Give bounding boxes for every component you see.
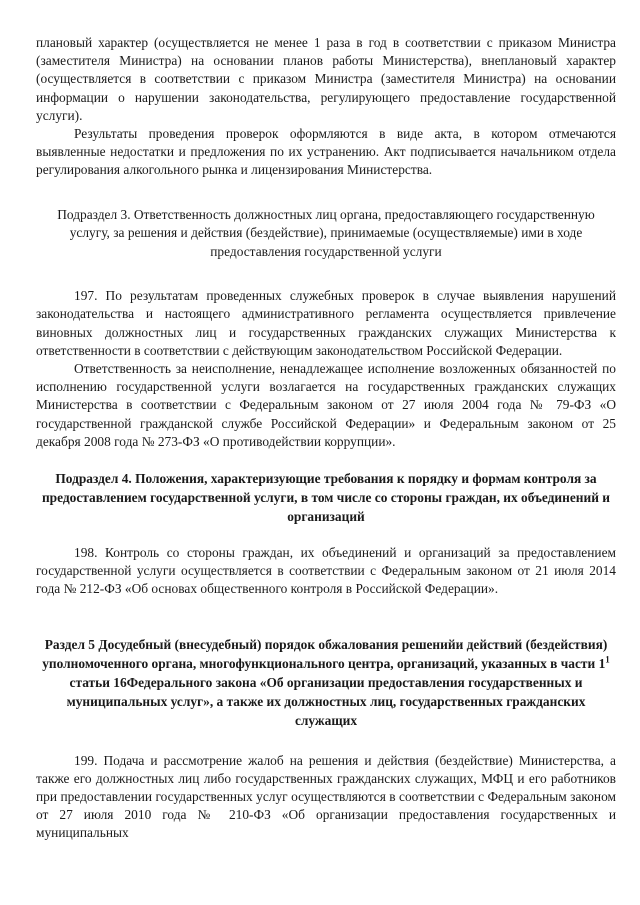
subsection-3-title: Подраздел 3. Ответственность должностных лиц органа, предоставляющего государственную услугу, за решения и действия (бездействие), принимаемые (осуществляемые) ими в ходе предоставления государственной услуги (57, 206, 595, 259)
section-5-superscript: 1 (605, 654, 610, 665)
section-5-title (36, 635, 616, 730)
paragraph-198: 198. Контроль со стороны граждан, их объединений и организаций за предоставлением государственной услуги осуществляется в соответствии с Федеральным законом от 21 июля 2014 года № 212-ФЗ «Об основах общественного контроля в Российской Федерации». (36, 544, 616, 597)
paragraph-199: 199. Подача и рассмотрение жалоб на решения и действия (бездействие) Министерства, а также его должностных лиц либо государственных гражданских служащих, МФЦ и его работников при предоставлении государственных услуг осуществляются в соответствии с Федеральным законом от 27 июля 2010 года № 210-ФЗ «Об организации предоставления государственных и муниципальных (36, 752, 616, 841)
paragraph-results: Результаты проведения проверок оформляются в виде акта, в котором отмечаются выявленные недостатки и предложения по их устранению. Акт подписывается начальником отдела регулирования алкогольного рынка и лицензирования Министерства. (36, 126, 616, 178)
paragraph-197: 197. По результатам проведенных служебных проверок в случае выявления нарушений законодательства и настоящего административного регламента осуществляется привлечение виновных должностных лиц и государственных гражданских служащих Министерства к ответственности в соответствии с действующим законодательством Российской Федерации. (36, 288, 616, 358)
section-5-title-part-a: Раздел 5 Досудебный (внесудебный) порядок обжалования решенийи действий (бездействия) уполномоченного органа, многофункционального центра, организаций, указанных в части 1 (42, 636, 608, 671)
paragraph-intro: плановый характер (осуществляется не менее 1 раза в год в соответствии с приказом Министра (заместителя Министра) на основании планов работы Министерства), внеплановый характер (осуществляется в соответствии с приказом Министра (заместителя Министра) на основании информации о нарушении законодательства, регулирующего предоставление государственной услуги). (36, 35, 616, 123)
section-5-title-part-b: статьи 16Федерального закона «Об организации предоставления государственных и муниципальных услуг», а также их должностных лиц, государственных гражданских служащих (66, 674, 586, 728)
paragraph-responsibility: Ответственность за неисполнение, ненадлежащее исполнение возложенных обязанностей по исполнению государственной услуги возлагается на государственных гражданских служащих Министерства в соответствии с Федеральным законом от 27 июля 2004 года № 79-ФЗ «О государственной гражданской службе Российской Федерации» и Федеральным законом от 25 декабря 2008 года № 273-ФЗ «О противодействии коррупции». (36, 360, 616, 449)
subsection-4-title: Подраздел 4. Положения, характеризующие требования к порядку и формам контроля за предоставлением государственной услуги, в том числе со стороны граждан, их объединений и организаций (41, 470, 611, 524)
